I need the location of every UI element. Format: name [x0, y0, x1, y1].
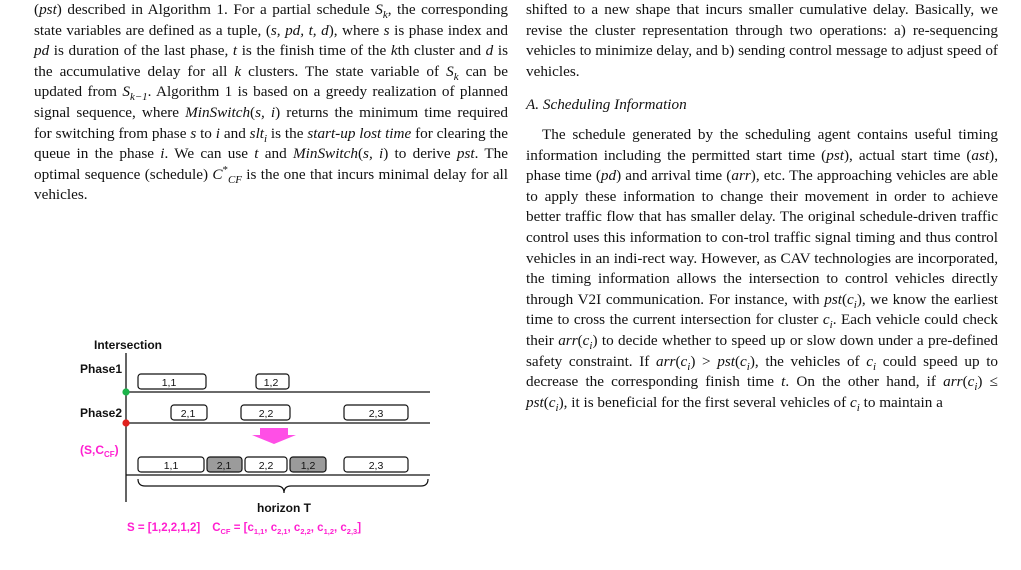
phase2-cluster-2: [241, 405, 290, 420]
phase2-cluster-3: [344, 405, 408, 420]
cluster-label: 1,1: [163, 460, 179, 472]
phase2-label: Phase2: [80, 406, 123, 420]
schedule-diagram: [34, 332, 508, 570]
schedule-figure: [34, 332, 508, 570]
cluster-label: 2,2: [258, 460, 274, 472]
phase1-cluster-2: [256, 374, 289, 389]
phase1-signal-dot: [122, 388, 129, 395]
transform-arrow: [252, 428, 296, 444]
combined-cluster-5: [344, 457, 408, 472]
phase1-label: Phase1: [80, 362, 123, 376]
figure-title: Intersection: [94, 338, 163, 352]
combined-schedule-label: $(S,C_{CF})$: [80, 443, 119, 459]
cluster-label: 1,1: [161, 377, 177, 389]
right-paragraph-intro: shifted to a new shape that incurs smaller cumulative delay. Basically, we revise the cluster representation through two operations: a) re-sequencing vehicles to minimize delay, and b) sending control message to adjust speed of vehicles.: [526, 1, 998, 80]
cluster-label: 2,1: [180, 408, 196, 420]
combined-cluster-3: [245, 457, 287, 472]
cluster-label: 1,2: [263, 377, 279, 389]
left-column: [34, 0, 508, 206]
combined-cluster-1: [138, 457, 204, 472]
combined-cluster-4: [290, 457, 326, 472]
horizon-label: horizon T: [257, 501, 311, 515]
phase1-cluster-1: [138, 374, 206, 389]
cluster-label: 2,3: [368, 460, 384, 472]
combined-cluster-2: [207, 457, 242, 472]
phase2-cluster-1: [171, 405, 207, 420]
cluster-label: 2,2: [258, 408, 274, 420]
left-paragraph: (pst) described in Algorithm 1. For a partial schedule $S_k$, the corresponding state variables are defined as a tuple, (s, pd, t, d), where s is phase index and pd is duration of the last phase, t is the finish time of the kth cluster and d is the accumulative delay for all k clusters. The state variable of $S_k$ can be updated from $S_{k-1}$. Algorithm 1 is based on a greedy realization of planned signal sequence, where MinSwitch(s, i) returns the minimum time required for switching from phase s to i and slt$_i$ is the start-up lost time for clearing the queue in the phase i. We can use t and MinSwitch(s, i) to derive pst. The optimal sequence (schedule) $C^*_{CF}$ is the one that incurs minimal delay for all vehicles.: [34, 1, 509, 204]
cluster-label: 1,2: [300, 460, 316, 472]
cluster-label: 2,1: [216, 460, 232, 472]
right-column: [526, 0, 998, 413]
sequence-caption: S = [1,2,2,1,2] $C_{CF} = [c_{1,1}$, $c_{2,1}$, $c_{2,2}$, $c_{1,2}$, $c_{2,3}$]: [127, 522, 362, 536]
phase2-signal-dot: [122, 419, 129, 426]
horizon-brace: [138, 479, 428, 493]
right-paragraph-scheduling: The schedule generated by the scheduling agent contains useful timing information including the permitted start time (pst), actual start time (ast), phase time (pd) and arrival time (arr), etc. The approaching vehicles are able to apply these information to change their movement in order to achieve better traffic flow that has smaller delay. The original schedule-driven traffic control uses this information to con-trol traffic signal timing and thus control vehicles in an indi-rect way. However, as CAV technologies are incorporated, the timing information allows the intersection to control vehicles directly through V2I communication. For instance, with $pst(c_i)$, we know the earliest time to cross the current intersection for cluster $c_i$. Each vehicle could check their $arr(c_i)$ to decide whether to speed up or slow down under a pre-defined safety constraint. If $arr(c_i) > pst(c_i)$, the vehicles of $c_i$ could speed up to decrease the corresponding finish time t. On the other hand, if $arr(c_i) \le pst(c_i)$, it is beneficial for the first several vehicles of $c_i$ to maintain a: [526, 125, 999, 414]
section-heading: A. Scheduling Information: [526, 96, 687, 114]
cluster-label: 2,3: [368, 408, 384, 420]
